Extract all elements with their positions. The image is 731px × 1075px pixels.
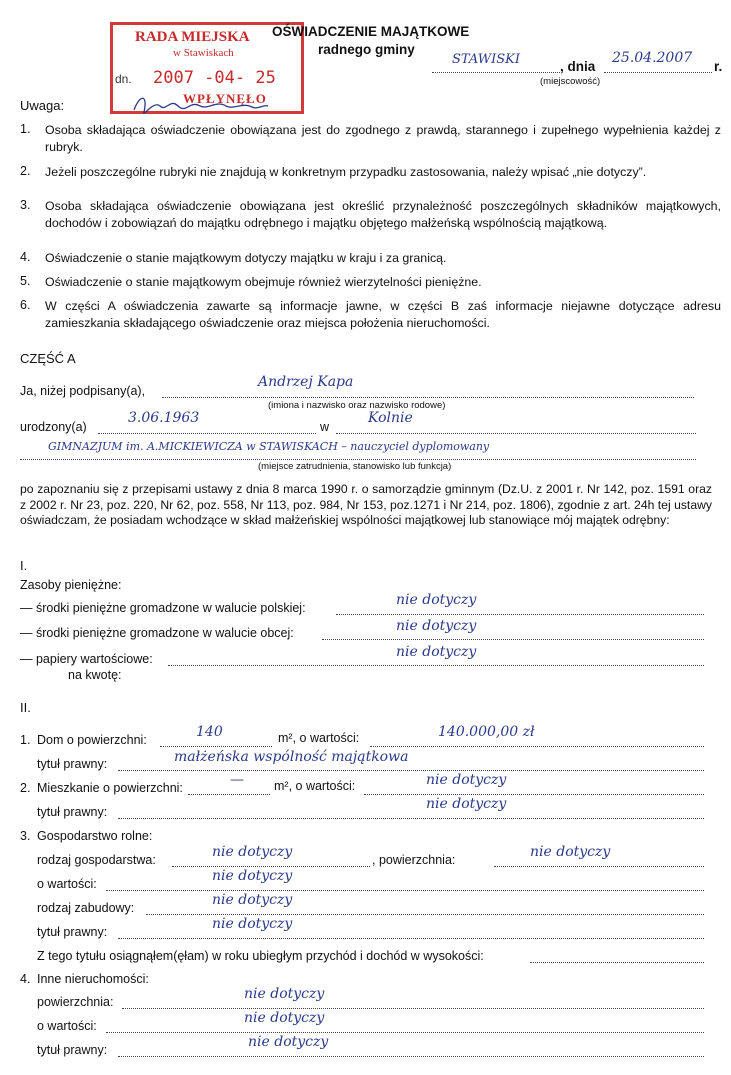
farm-type-label: rodzaj gospodarstwa: — [37, 853, 156, 867]
year-suffix: r. — [714, 59, 723, 74]
note-number: 1. — [20, 122, 31, 136]
stamp-signature — [130, 92, 270, 120]
farm-area-line — [494, 866, 704, 867]
farm-buildings-value: nie dotyczy — [212, 892, 293, 908]
other-title-label: tytuł prawny: — [37, 1043, 108, 1057]
note-number: 2. — [20, 164, 31, 178]
foreign-funds-line — [322, 639, 704, 640]
pln-funds-line — [336, 614, 704, 615]
farm-buildings-label: rodzaj zabudowy: — [37, 901, 135, 915]
farm-type-line — [172, 866, 370, 867]
note-text: Osoba składająca oświadczenie obowiązana jest do zgodnego z prawdą, starannego i zupełnego wypełnienia każdej z rubryk. — [45, 123, 721, 154]
securities-amount-label: na kwotę: — [68, 668, 122, 682]
farm-type-value: nie dotyczy — [212, 844, 293, 860]
pln-funds-label: — środki pieniężne gromadzone w walucie polskiej: — [20, 601, 306, 615]
farm-number: 3. — [20, 829, 31, 843]
house-title-line — [118, 770, 704, 771]
flat-number: 2. — [20, 781, 31, 795]
note-number: 4. — [20, 250, 31, 264]
note-text: Jeżeli poszczególne rubryki nie znajdują w konkretnym przypadku zastosowania, należy wpisać „nie dotyczy”. — [45, 165, 647, 179]
stamp-date: 2007 -04- 25 — [153, 68, 276, 88]
stamp-dn-label: dn. — [115, 72, 132, 86]
stamp-location: w Stawiskach — [173, 47, 234, 59]
place-value: STAWISKI — [452, 52, 520, 67]
house-title-value: małżeńska wspólność majątkowa — [174, 749, 409, 765]
other-value-label: o wartości: — [37, 1019, 97, 1033]
flat-area-unit: m², o wartości: — [274, 779, 356, 793]
house-title-label: tytuł prawny: — [37, 757, 108, 771]
farm-title-line — [118, 938, 704, 939]
farm-income-label: Z tego tytułu osiągnąłem(ęłam) w roku ubiegłym przychód i dochód w wysokości: — [37, 949, 484, 963]
farm-value-label: o wartości: — [37, 877, 97, 891]
note-text: Osoba składająca oświadczenie obowiązana jest określić przynależność poszczególnych składników majątkowych, dochodów i zobowiązań do majątku odrębnego i majątku objętego małżeńską wspólnością majątkową. — [45, 199, 721, 230]
other-property-label: Inne nieruchomości: — [37, 972, 149, 986]
declarant-line — [162, 397, 694, 398]
house-value-line — [370, 746, 704, 747]
born-place-line — [336, 433, 696, 434]
securities-value: nie dotyczy — [396, 644, 477, 660]
other-value-value: nie dotyczy — [244, 1010, 325, 1026]
born-date-line — [98, 433, 316, 434]
other-title-value: nie dotyczy — [248, 1034, 329, 1050]
stamp-received: WPŁYNĘŁO — [183, 91, 267, 106]
house-value: 140.000,00 zł — [438, 724, 535, 740]
flat-label: Mieszkanie o powierzchni: — [37, 781, 183, 795]
part-a-heading: CZĘŚĆ A — [20, 351, 76, 366]
notes-label: Uwaga: — [20, 98, 65, 113]
date-label: , dnia — [560, 59, 596, 74]
flat-value-line — [364, 794, 704, 795]
flat-title-line — [118, 818, 704, 819]
farm-value-value: nie dotyczy — [212, 868, 293, 884]
stamp-council-name: RADA MIEJSKA — [135, 29, 250, 45]
pln-funds-value: nie dotyczy — [396, 592, 477, 608]
section-1-title: Zasoby pieniężne: — [20, 578, 122, 592]
house-label: Dom o powierzchni: — [37, 733, 147, 747]
farm-area-value: nie dotyczy — [530, 844, 611, 860]
farm-income-line — [530, 962, 704, 963]
note-text: Oświadczenie o stanie majątkowym dotyczy majątku w kraju i za granicą. — [45, 251, 447, 265]
flat-title-label: tytuł prawny: — [37, 805, 108, 819]
securities-line — [168, 665, 704, 666]
note-number: 6. — [20, 298, 31, 312]
securities-label: — papiery wartościowe: — [20, 652, 153, 666]
employment-line — [20, 459, 696, 460]
other-area-line — [122, 1008, 704, 1009]
house-area-value: 140 — [196, 724, 223, 740]
farm-label: Gospodarstwo rolne: — [37, 829, 153, 843]
section-2-roman: II. — [20, 700, 31, 715]
farm-value-line — [106, 890, 704, 891]
place-line — [432, 72, 560, 73]
farm-title-value: nie dotyczy — [212, 916, 293, 932]
foreign-funds-value: nie dotyczy — [396, 618, 477, 634]
note-number: 5. — [20, 274, 31, 288]
other-title-line — [118, 1056, 704, 1057]
other-property-number: 4. — [20, 972, 31, 986]
farm-buildings-line — [146, 914, 704, 915]
note-number: 3. — [20, 198, 31, 212]
document-title: OŚWIADCZENIE MAJĄTKOWE — [272, 24, 470, 39]
flat-area-line — [188, 794, 270, 795]
flat-value: nie dotyczy — [426, 772, 507, 788]
farm-title-label: tytuł prawny: — [37, 925, 108, 939]
flat-title-value: nie dotyczy — [426, 796, 507, 812]
declarant-label: Ja, niżej podpisany(a), — [20, 384, 146, 398]
house-area-unit: m², o wartości: — [278, 731, 360, 745]
born-in-label: w — [320, 420, 330, 434]
born-place: Kolnie — [368, 410, 413, 426]
declarant-name: Andrzej Kapa — [258, 374, 354, 390]
born-label: urodzony(a) — [20, 420, 87, 434]
other-area-label: powierzchnia: — [37, 995, 114, 1009]
born-date: 3.06.1963 — [128, 410, 200, 426]
note-text: Oświadczenie o stanie majątkowym obejmuje również wierzytelności pieniężne. — [45, 275, 482, 289]
place-caption: (miejscowość) — [540, 76, 601, 87]
statement-text: po zapoznaniu się z przepisami ustawy z dnia 8 marca 1990 r. o samorządzie gminnym (Dz.U. z 2001 r. Nr 142, poz. 1591 oraz z 2002 r. Nr 23, poz. 220, Nr 62, poz. 558, Nr 113, poz. 984, Nr 153, poz.1271 i Nr 214, poz. 1806), zgodnie z art. 24h tej ustawy oświadczam, że posiadam wchodzące w skład małżeńskiej wspólności majątkowej lub stanowiące mój majątek odrębny: — [20, 482, 712, 527]
other-area-value: nie dotyczy — [244, 986, 325, 1002]
foreign-funds-label: — środki pieniężne gromadzone w walucie obcej: — [20, 626, 294, 640]
section-1-roman: I. — [20, 558, 28, 573]
farm-area-label: , powierzchnia: — [372, 853, 456, 867]
employment-caption: (miejsce zatrudnienia, stanowisko lub funkcja) — [258, 461, 452, 472]
flat-area-value: — — [230, 772, 244, 788]
declarant-name-caption: (imiona i nazwisko oraz nazwisko rodowe) — [268, 400, 446, 411]
house-number: 1. — [20, 733, 31, 747]
other-value-line — [106, 1032, 704, 1033]
document-subtitle: radnego gminy — [318, 42, 415, 57]
house-area-line — [160, 746, 272, 747]
date-value: 25.04.2007 — [612, 50, 693, 66]
date-line — [604, 72, 712, 73]
note-text: W części A oświadczenia zawarte są informacje jawne, w części B zaś informacje niejawne dotyczące adresu zamieszkania składającego oświadczenie oraz miejsca położenia nieruchomości. — [45, 299, 721, 330]
employment-value: GIMNAZJUM im. A.MICKIEWICZA w STAWISKACH – nauczyciel dyplomowany — [48, 440, 490, 453]
